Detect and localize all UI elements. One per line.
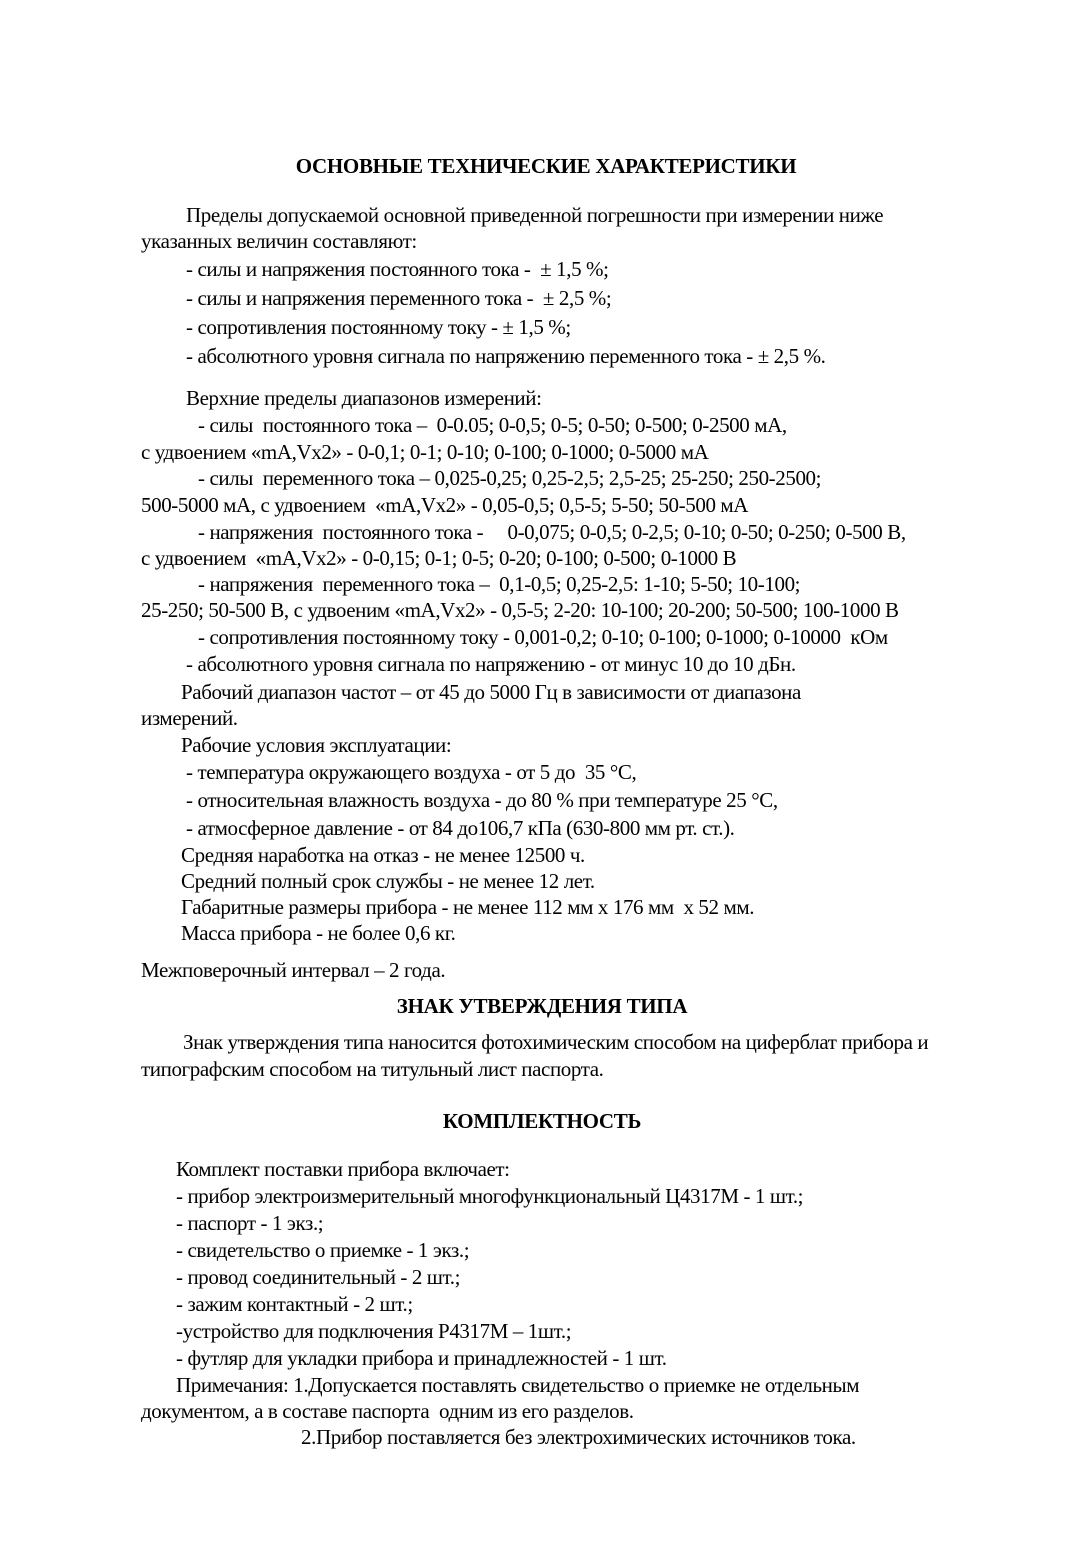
frequency-line-2: измерений.: [141, 706, 238, 730]
range-line: 500-5000 мА, с удвоением «mA,Vx2» - 0,05-0,5; 0,5-5; 5-50; 50-500 мА: [141, 493, 749, 517]
calibration-interval-line: Межповерочный интервал – 2 года.: [141, 958, 446, 982]
condition-item: - относительная влажность воздуха - до 80 % при температуре 25 °С,: [186, 788, 778, 812]
range-line: - силы переменного тока – 0,025-0,25; 0,25-2,5; 2,5-25; 25-250; 250-2500;: [198, 466, 822, 490]
kit-item: - прибор электроизмерительный многофункциональный Ц4317М - 1 шт.;: [176, 1184, 804, 1208]
section-title-kit: КОМПЛЕКТНОСТЬ: [442, 1109, 642, 1133]
mtbf-line: Средняя наработка на отказ - не менее 12500 ч.: [181, 843, 585, 867]
kit-intro: Комплект поставки прибора включает:: [176, 1157, 510, 1181]
kit-item: - зажим контактный - 2 шт.;: [176, 1292, 413, 1316]
approval-text-line-2: типографским способом на титульный лист паспорта.: [141, 1057, 604, 1081]
mass-line: Масса прибора - не более 0,6 кг.: [181, 921, 456, 945]
range-line: с удвоением «mA,Vx2» - 0-0,1; 0-1; 0-10; 0-100; 0-1000; 0-5000 мА: [141, 440, 709, 464]
kit-item: - провод соединительный - 2 шт.;: [176, 1265, 461, 1289]
frequency-line-1: Рабочий диапазон частот – от 45 до 5000 Гц в зависимости от диапазона: [181, 680, 801, 704]
condition-item: - температура окружающего воздуха - от 5 до 35 °С,: [186, 760, 637, 784]
notes-line-2: документом, а в составе паспорта одним из его разделов.: [141, 1399, 634, 1423]
approval-text-line-1: Знак утверждения типа наносится фотохимическим способом на циферблат прибора и: [183, 1030, 929, 1054]
range-line: 25-250; 50-500 В, с удвоеним «mA,Vx2» - 0,5-5; 2-20: 10-100; 20-200; 50-500; 100-1000 В: [141, 598, 899, 622]
range-line: - напряжения переменного тока – 0,1-0,5; 0,25-2,5: 1-10; 5-50; 10-100;: [198, 572, 801, 596]
accuracy-intro-line-1: Пределы допускаемой основной приведенной погрешности при измерении ниже: [186, 203, 884, 227]
kit-item: -устройство для подключения Р4317М – 1шт.;: [176, 1319, 572, 1343]
range-line: - сопротивления постоянному току - 0,001-0,2; 0-10; 0-100; 0-1000; 0-10000 кОм: [198, 625, 888, 649]
accuracy-item: - абсолютного уровня сигнала по напряжению переменного тока - ± 2,5 %.: [186, 344, 826, 368]
condition-item: - атмосферное давление - от 84 до106,7 кПа (630-800 мм рт. ст.).: [186, 816, 735, 840]
conditions-intro: Рабочие условия эксплуатации:: [181, 733, 452, 757]
ranges-intro: Верхние пределы диапазонов измерений:: [186, 386, 542, 410]
accuracy-item: - силы и напряжения постоянного тока - ± 1,5 %;: [186, 257, 609, 281]
kit-item: - паспорт - 1 экз.;: [176, 1211, 324, 1235]
dimensions-line: Габаритные размеры прибора - не менее 112 мм х 176 мм х 52 мм.: [181, 895, 755, 919]
kit-item: - свидетельство о приемке - 1 экз.;: [176, 1238, 470, 1262]
accuracy-item: - сопротивления постоянному току - ± 1,5 %;: [186, 315, 571, 339]
kit-item: - футляр для укладки прибора и принадлежностей - 1 шт.: [176, 1346, 667, 1370]
section-title-specs: ОСНОВНЫЕ ТЕХНИЧЕСКИЕ ХАРАКТЕРИСТИКИ: [295, 154, 797, 178]
range-line: - силы постоянного тока – 0-0.05; 0-0,5; 0-5; 0-50; 0-500; 0-2500 мА,: [198, 413, 787, 437]
section-title-approval: ЗНАК УТВЕРЖДЕНИЯ ТИПА: [396, 994, 688, 1018]
range-line: - напряжения постоянного тока - 0-0,075; 0-0,5; 0-2,5; 0-10; 0-50; 0-250; 0-500 В,: [198, 520, 906, 544]
range-line: - абсолютного уровня сигнала по напряжению - от минус 10 до 10 дБн.: [186, 652, 796, 676]
accuracy-intro-line-2: указанных величин составляют:: [141, 229, 417, 253]
range-line: с удвоением «mA,Vx2» - 0-0,15; 0-1; 0-5; 0-20; 0-100; 0-500; 0-1000 В: [141, 546, 737, 570]
notes-line-3: 2.Прибор поставляется без электрохимических источников тока.: [301, 1425, 856, 1449]
accuracy-item: - силы и напряжения переменного тока - ± 2,5 %;: [186, 286, 612, 310]
notes-line-1: Примечания: 1.Допускается поставлять свидетельство о приемке не отдельным: [176, 1373, 860, 1397]
service-life-line: Средний полный срок службы - не менее 12 лет.: [181, 869, 595, 893]
